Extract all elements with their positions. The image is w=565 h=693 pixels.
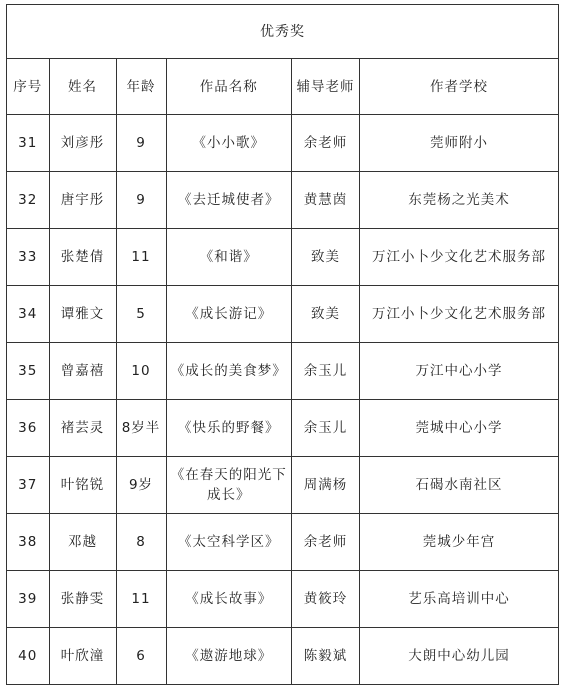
table-row <box>7 457 559 514</box>
cell-number: 34 <box>7 286 50 343</box>
cell-school: 万江小卜少文化艺术服务部 <box>360 229 559 286</box>
table-header-row <box>7 59 559 115</box>
header-tutor: 辅导老师 <box>292 59 360 115</box>
cell-work-title: 《快乐的野餐》 <box>166 400 292 457</box>
table-row <box>7 229 559 286</box>
cell-number: 36 <box>7 400 50 457</box>
cell-tutor: 余老师 <box>292 514 360 571</box>
cell-age: 9 <box>116 172 166 229</box>
cell-school: 莞城少年宫 <box>360 514 559 571</box>
header-work-title: 作品名称 <box>166 59 292 115</box>
award-table <box>6 4 559 685</box>
table-row <box>7 172 559 229</box>
header-school: 作者学校 <box>360 59 559 115</box>
cell-work-title: 《去迁城使者》 <box>166 172 292 229</box>
cell-school: 石碣水南社区 <box>360 457 559 514</box>
table-row <box>7 286 559 343</box>
cell-name: 张静雯 <box>49 571 116 628</box>
cell-school: 艺乐高培训中心 <box>360 571 559 628</box>
cell-number: 31 <box>7 115 50 172</box>
header-age: 年龄 <box>116 59 166 115</box>
cell-work-title: 《小小歌》 <box>166 115 292 172</box>
cell-number: 32 <box>7 172 50 229</box>
table-title-row <box>7 5 559 59</box>
cell-age: 11 <box>116 229 166 286</box>
cell-number: 35 <box>7 343 50 400</box>
cell-school: 莞师附小 <box>360 115 559 172</box>
cell-school: 东莞杨之光美术 <box>360 172 559 229</box>
cell-school: 万江小卜少文化艺术服务部 <box>360 286 559 343</box>
award-sheet <box>6 4 559 685</box>
cell-work-title: 《遨游地球》 <box>166 628 292 685</box>
table-row <box>7 400 559 457</box>
cell-age: 11 <box>116 571 166 628</box>
cell-tutor: 致美 <box>292 229 360 286</box>
table-row <box>7 343 559 400</box>
cell-age: 9 <box>116 115 166 172</box>
cell-age: 8 <box>116 514 166 571</box>
cell-work-title: 《成长的美食梦》 <box>166 343 292 400</box>
cell-number: 40 <box>7 628 50 685</box>
cell-tutor: 黄慧茵 <box>292 172 360 229</box>
cell-name: 邓越 <box>49 514 116 571</box>
cell-tutor: 余玉儿 <box>292 343 360 400</box>
table-title: 优秀奖 <box>7 5 559 59</box>
cell-work-title: 《成长故事》 <box>166 571 292 628</box>
cell-number: 38 <box>7 514 50 571</box>
cell-age: 9岁 <box>116 457 166 514</box>
cell-number: 39 <box>7 571 50 628</box>
cell-work-title: 《和谐》 <box>166 229 292 286</box>
cell-tutor: 黄筱玲 <box>292 571 360 628</box>
cell-age: 8岁半 <box>116 400 166 457</box>
cell-age: 10 <box>116 343 166 400</box>
cell-name: 刘彦彤 <box>49 115 116 172</box>
table-row <box>7 628 559 685</box>
cell-name: 张楚倩 <box>49 229 116 286</box>
cell-work-title: 《在春天的阳光下成长》 <box>166 457 292 514</box>
table-row <box>7 571 559 628</box>
header-name: 姓名 <box>49 59 116 115</box>
cell-tutor: 余老师 <box>292 115 360 172</box>
cell-name: 谭雅文 <box>49 286 116 343</box>
cell-work-title: 《太空科学区》 <box>166 514 292 571</box>
cell-name: 叶铭锐 <box>49 457 116 514</box>
cell-tutor: 周满杨 <box>292 457 360 514</box>
cell-tutor: 陈毅斌 <box>292 628 360 685</box>
cell-school: 大朗中心幼儿园 <box>360 628 559 685</box>
cell-name: 褚芸灵 <box>49 400 116 457</box>
cell-tutor: 余玉儿 <box>292 400 360 457</box>
cell-school: 万江中心小学 <box>360 343 559 400</box>
table-row <box>7 115 559 172</box>
cell-name: 叶欣潼 <box>49 628 116 685</box>
cell-name: 曾嘉禧 <box>49 343 116 400</box>
cell-age: 5 <box>116 286 166 343</box>
cell-school: 莞城中心小学 <box>360 400 559 457</box>
header-number: 序号 <box>7 59 50 115</box>
cell-tutor: 致美 <box>292 286 360 343</box>
cell-number: 33 <box>7 229 50 286</box>
cell-age: 6 <box>116 628 166 685</box>
cell-number: 37 <box>7 457 50 514</box>
table-row <box>7 514 559 571</box>
cell-name: 唐宇彤 <box>49 172 116 229</box>
cell-work-title: 《成长游记》 <box>166 286 292 343</box>
